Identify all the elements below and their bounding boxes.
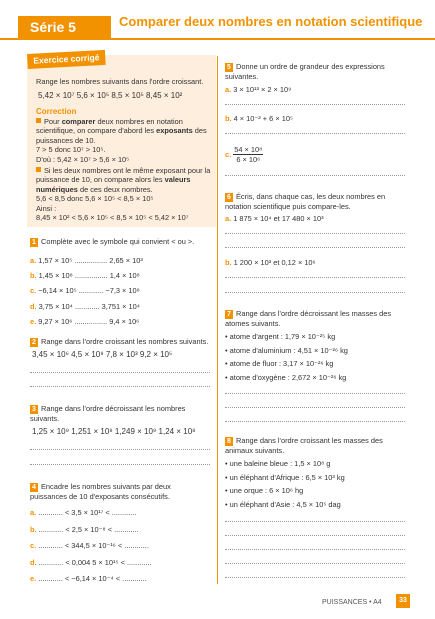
answer-line[interactable]: [225, 175, 405, 176]
exercise-6-statement: 6 Écris, dans chaque cas, les deux nombres en notation scientifique puis compare-les.: [225, 192, 386, 211]
exercise-3-statement: 3 Range dans l'ordre décroissant les nombres suivants.: [30, 404, 186, 423]
list-item: • atome d'argent : 1,79 × 10⁻²⁵ kg: [225, 332, 336, 341]
answer-line[interactable]: [225, 104, 405, 105]
square-bullet-icon: [36, 118, 41, 123]
worked-example-statement: Range les nombres suivants dans l'ordre croissant.: [36, 77, 204, 86]
answer-line[interactable]: [30, 464, 210, 465]
exercise-8-items: [225, 457, 345, 511]
answer-line[interactable]: [225, 521, 405, 522]
exercise-number: 3: [30, 405, 38, 414]
answer-line[interactable]: [30, 449, 210, 450]
correction-paragraph-2: Si les deux nombres ont le même exposant pour la puissance de 10, on compare alors les valeurs numériques de ces deux nombres. 5,6 < 8,5 donc 5,6 × 10⁵ < 8,5 × 10⁵ Ainsi : 8,45 × 10² < 5,6 × 10⁵ < 8,5 × 10⁵ < 5,42 × 10⁷: [36, 166, 211, 223]
answer-line[interactable]: [30, 372, 210, 373]
exercise-2-numbers: 3,45 × 10⁶ 4,5 × 10⁸ 7,8 × 10³ 9,2 × 10⁵: [32, 350, 173, 359]
correction-paragraph-1: Pour comparer deux nombres en notation scientifique, on compare d'abord les exposants des puissances de 10. 7 > 5 donc 10⁷ > 10⁵. D'où : 5,42 × 10⁷ > 5,6 × 10⁵: [36, 117, 207, 164]
answer-line[interactable]: [225, 577, 405, 578]
exercise-4-item-a[interactable]: a. ............ < 3,5 × 10¹⁷ < ............: [30, 508, 137, 517]
exercise-number: 2: [30, 338, 38, 347]
exercise-number: 8: [225, 437, 233, 446]
exercise-1-item-c[interactable]: c. −6,14 × 10⁵ ............ −7,3 × 10⁸: [30, 286, 140, 296]
footer-label: PUISSANCES • A4: [322, 599, 382, 606]
header-underline: [0, 38, 435, 40]
exercise-3-numbers: 1,25 × 10⁹ 1,251 × 10⁸ 1,249 × 10⁹ 1,24 × 10⁸: [32, 427, 196, 436]
exercise-1-item-b[interactable]: b. 1,45 × 10⁸ ................ 1,4 × 10⁸: [30, 271, 140, 281]
serie-badge: Série 5: [18, 16, 111, 38]
answer-line[interactable]: [225, 421, 405, 422]
exercise-4-items: [30, 505, 152, 588]
answer-line[interactable]: [225, 535, 405, 536]
answer-line[interactable]: [225, 277, 405, 278]
answer-line[interactable]: [225, 247, 405, 248]
exercise-1-item-d[interactable]: d. 3,75 × 10⁴ ............ 3,751 × 10⁴: [30, 301, 140, 311]
exercise-4-item-e[interactable]: e. ............ < −6,14 × 10⁻⁴ < ............: [30, 574, 147, 583]
exercise-number: 4: [30, 483, 38, 492]
answer-line[interactable]: [225, 563, 405, 564]
answer-line[interactable]: [225, 233, 405, 234]
exercise-1-statement: 1 Complète avec le symbole qui convient < ou >.: [30, 237, 194, 247]
exercise-7-statement: 7 Range dans l'ordre décroissant les masses des atomes suivants.: [225, 309, 392, 328]
correction-title: Correction: [36, 107, 77, 116]
exercise-1-item-e[interactable]: e. 9,27 × 10⁶ ................ 9,4 × 10⁶: [30, 316, 140, 326]
exercise-2-statement: 2 Range dans l'ordre croissant les nombres suivants.: [30, 337, 208, 347]
exercise-4-item-d[interactable]: d. ............ < 0,004 5 × 10¹⁵ < ............: [30, 557, 152, 567]
exercise-5-statement: 5 Donne un ordre de grandeur des expressions suivantes.: [225, 62, 385, 81]
exercise-6-item-a: a. 1 875 × 10⁴ et 17 480 × 10³: [225, 214, 324, 223]
worked-example-numbers: 5,42 × 10⁷ 5,6 × 10⁵ 8,5 × 10⁵ 8,45 × 10²: [38, 91, 183, 100]
answer-line[interactable]: [30, 386, 210, 387]
exercise-6-item-b: b. 1 200 × 10³ et 0,12 × 10⁶: [225, 258, 316, 267]
column-divider: [217, 56, 218, 584]
list-item: • un éléphant d'Afrique : 6,5 × 10³ kg: [225, 472, 345, 482]
exercise-5-item-b: b. 4 × 10⁻² + 6 × 10⁵: [225, 114, 293, 123]
exercise-5-item-a: a. 3 × 10¹³ × 2 × 10⁹: [225, 85, 292, 94]
fraction: $\frac{\text{54 × 10⁸}}{\text{6 × 10⁶}}$: [234, 145, 263, 165]
exercise-8-statement: 8 Range dans l'ordre croissant les masses des animaux suivants.: [225, 436, 383, 455]
worked-example-tab: Exercice corrigé: [27, 50, 106, 69]
exercise-4-statement: 4 Encadre les nombres suivants par deux puissances de 10 d'exposants consécutifs.: [30, 482, 171, 501]
square-bullet-icon: [36, 167, 41, 172]
list-item: • un éléphant d'Asie : 4,5 × 10⁵ dag: [225, 499, 341, 509]
page-header: [0, 0, 435, 40]
exercise-1-item-a[interactable]: a. 1,57 × 10⁵ ................ 2,65 × 10³: [30, 256, 143, 265]
answer-line[interactable]: [225, 407, 405, 408]
exercise-4-item-b[interactable]: b. ............ < 2,5 × 10⁻⁸ < ............: [30, 524, 139, 534]
exercise-4-item-c[interactable]: c. ............ < 344,5 × 10⁻¹⁶ < ............: [30, 541, 149, 550]
list-item: • une orque : 6 × 10⁶ hg: [225, 486, 304, 495]
answer-line[interactable]: [225, 292, 405, 293]
list-item: • atome de fluor : 3,17 × 10⁻²⁶ kg: [225, 359, 334, 368]
answer-line[interactable]: [225, 549, 405, 550]
answer-line[interactable]: [225, 133, 405, 134]
exercise-1-items: [30, 253, 143, 329]
page-number: 33: [396, 594, 410, 608]
list-item: • une baleine bleue : 1,5 × 10⁸ g: [225, 459, 331, 468]
page-title: Comparer deux nombres en notation scientifique: [119, 14, 423, 29]
exercise-number: 7: [225, 310, 233, 319]
exercise-number: 1: [30, 238, 38, 247]
exercise-7-items: [225, 330, 348, 384]
exercise-5-item-c: c. $\frac{\text{54 × 10⁸}}{\text{6 × 10⁶}}$: [225, 145, 263, 165]
list-item: • atome d'oxygène : 2,672 × 10⁻²⁶ kg: [225, 372, 347, 382]
exercise-number: 5: [225, 63, 233, 72]
list-item: • atome d'aluminium : 4,51 × 10⁻²⁶ kg: [225, 345, 348, 355]
answer-line[interactable]: [225, 393, 405, 394]
exercise-number: 6: [225, 193, 233, 202]
